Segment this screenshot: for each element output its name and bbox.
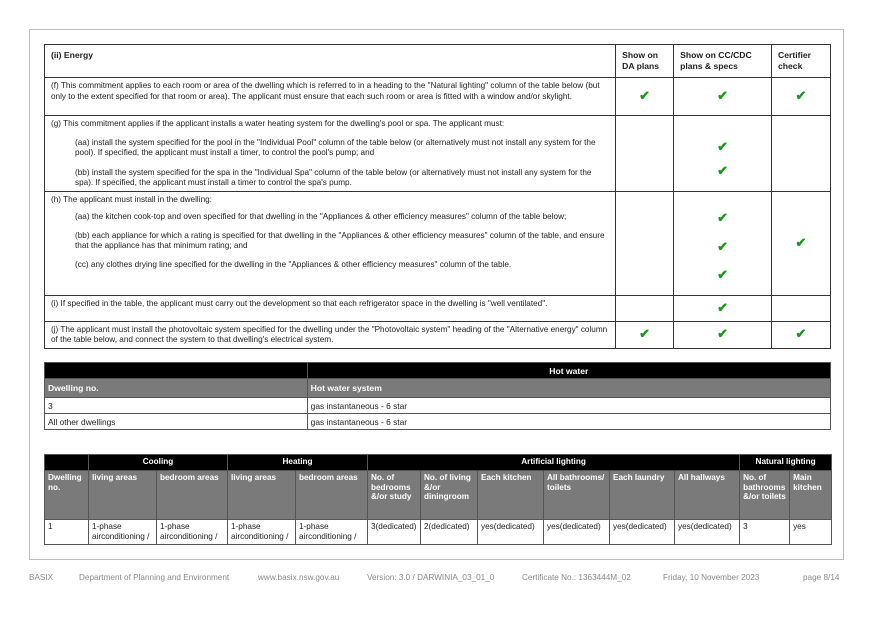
dwelling-no-header: Dwelling no. <box>45 379 308 398</box>
check-icon: ✔ <box>639 88 651 104</box>
table-cell: 1 <box>45 520 89 545</box>
check-icon: ✔ <box>717 163 728 179</box>
column-header: All hallways <box>675 471 740 520</box>
check-icon: ✔ <box>795 88 807 104</box>
check-icon: ✔ <box>639 326 651 342</box>
commitment-f-row <box>45 78 831 116</box>
commitment-g-text: (g) This commitment applies if the applicant installs a water heating system for the dwelling's pool or spa. The applicant must: <box>51 119 505 128</box>
table-cell: yes <box>790 520 832 545</box>
table-cell: yes(dedicated) <box>610 520 675 545</box>
column-header: bedroom areas <box>296 471 368 520</box>
check-icon: ✔ <box>717 326 728 342</box>
hot-water-group-header: Hot water <box>307 363 830 379</box>
certifier-header: Certifier check <box>772 45 831 78</box>
dwelling-no-cell: All other dwellings <box>45 414 308 430</box>
commitment-i-row <box>45 295 831 321</box>
commitment-h-row <box>45 191 831 295</box>
table-row <box>45 398 831 414</box>
column-header: Each laundry <box>610 471 675 520</box>
check-icon: ✔ <box>717 299 728 315</box>
commitment-h-text: (h) The applicant must install in the dwelling: <box>51 194 212 204</box>
commitment-h-cc-text: (cc) any clothes drying line specified for the dwelling in the "Appliances & other efficiency measures" column of the table. <box>75 259 512 269</box>
footer-version: Version: 3.0 / DARWINIA_03_01_0 <box>367 573 495 582</box>
footer-date: Friday, 10 November 2023 <box>663 573 760 582</box>
table-cell: 3(dedicated) <box>368 520 421 545</box>
check-icon: ✔ <box>717 267 728 283</box>
column-header: Dwelling no. <box>45 471 89 520</box>
commitment-g-row <box>45 116 831 192</box>
column-header: No. of bedrooms &/or study <box>368 471 421 520</box>
check-icon: ✔ <box>717 238 728 254</box>
check-icon: ✔ <box>717 88 728 104</box>
document-page <box>29 29 844 560</box>
hot-water-system-cell: gas instantaneous - 6 star <box>307 414 830 430</box>
table-cell: 1-phase airconditioning / <box>228 520 296 545</box>
footer-department: Department of Planning and Environment <box>79 573 230 582</box>
hot-water-system-cell: gas instantaneous - 6 star <box>307 398 830 414</box>
table-cell: yes(dedicated) <box>544 520 610 545</box>
hot-water-table <box>44 362 831 430</box>
heating-group-header: Heating <box>228 455 368 471</box>
footer-basix: BASIX <box>29 573 54 582</box>
column-header: No. of living &/or diningroom <box>421 471 478 520</box>
natural-lighting-group-header: Natural lighting <box>740 455 832 471</box>
column-header: living areas <box>89 471 157 520</box>
table-cell: 1-phase airconditioning / <box>296 520 368 545</box>
column-header: bedroom areas <box>157 471 228 520</box>
footer-page-number: page 8/14 <box>803 573 840 582</box>
column-header: Each kitchen <box>478 471 544 520</box>
artificial-lighting-group-header: Artificial lighting <box>368 455 740 471</box>
show-cc-header: Show on CC/CDC plans & specs <box>674 45 772 78</box>
commitment-i-text: (i) If specified in the table, the applicant must carry out the development so that each refrigerator space in the dwelling is "well ventilated". <box>45 295 616 321</box>
lighting-blank-header <box>45 455 89 471</box>
table-cell: 2(dedicated) <box>421 520 478 545</box>
table-cell: 3 <box>740 520 790 545</box>
table-row <box>45 520 832 545</box>
commitment-h-bb-text: (bb) each appliance for which a rating is specified for that dwelling in the "Appliances & other efficiency measures" column of the table, and ensure that the appliance has that minimum rating; and <box>75 230 605 250</box>
dwelling-no-cell: 3 <box>45 398 308 414</box>
table-cell: 1-phase airconditioning / <box>89 520 157 545</box>
page-footer <box>29 573 844 585</box>
commitment-g-bb-text: (bb) install the system specified for the spa in the "Individual Spa" column of the table below (or alternatively must not install any system for the spa). If specified, the applicant must install a timer to control the spa's pump. <box>75 167 592 187</box>
commitment-h-aa-text: (aa) the kitchen cook-top and oven specified for that dwelling in the "Appliances & other efficiency measures" column of the table below; <box>75 212 567 221</box>
cooling-group-header: Cooling <box>89 455 228 471</box>
check-icon: ✔ <box>795 234 807 250</box>
column-header: All bathrooms/ toilets <box>544 471 610 520</box>
commitment-g-aa-text: (aa) install the system specified for the pool in the "Individual Pool" column of the table below (or alternatively must not install any system for the pool). If specified, the applicant must install a timer, to control the pool's pump; and <box>75 137 596 157</box>
column-header: No. of bathrooms &/or toilets <box>740 471 790 520</box>
cooling-heating-lighting-table <box>44 454 832 545</box>
column-header: living areas <box>228 471 296 520</box>
table-cell: yes(dedicated) <box>675 520 740 545</box>
check-icon: ✔ <box>795 326 807 342</box>
table-cell: yes(dedicated) <box>478 520 544 545</box>
commitment-j-text: (j) The applicant must install the photovoltaic system specified for the dwelling under the "Photovoltaic system" heading of the "Alternative energy" column of the table below, and connect the system to that dwelling's electrical system. <box>45 321 616 348</box>
check-icon: ✔ <box>717 138 728 154</box>
check-icon: ✔ <box>717 210 728 226</box>
footer-website: www.basix.nsw.gov.au <box>258 573 340 582</box>
table-row <box>45 414 831 430</box>
hot-water-system-header: Hot water system <box>307 379 830 398</box>
show-da-header: Show on DA plans <box>616 45 674 78</box>
hot-water-blank-header <box>45 363 308 379</box>
column-header: Main kitchen <box>790 471 832 520</box>
commitment-f-text: (f) This commitment applies to each room or area of the dwelling which is referred to in a heading to the "Natural lighting" column of the table below (but only to the extent specified for that room or area). The applicant must ensure that each such room or area is fitted with a window and/or skylight. <box>45 78 616 116</box>
commitment-j-row <box>45 321 831 348</box>
energy-title: (ii) Energy <box>45 45 616 78</box>
energy-commitments-table <box>44 44 831 349</box>
table-cell: 1-phase airconditioning / <box>157 520 228 545</box>
footer-certificate: Certificate No.: 1363444M_02 <box>522 573 631 582</box>
